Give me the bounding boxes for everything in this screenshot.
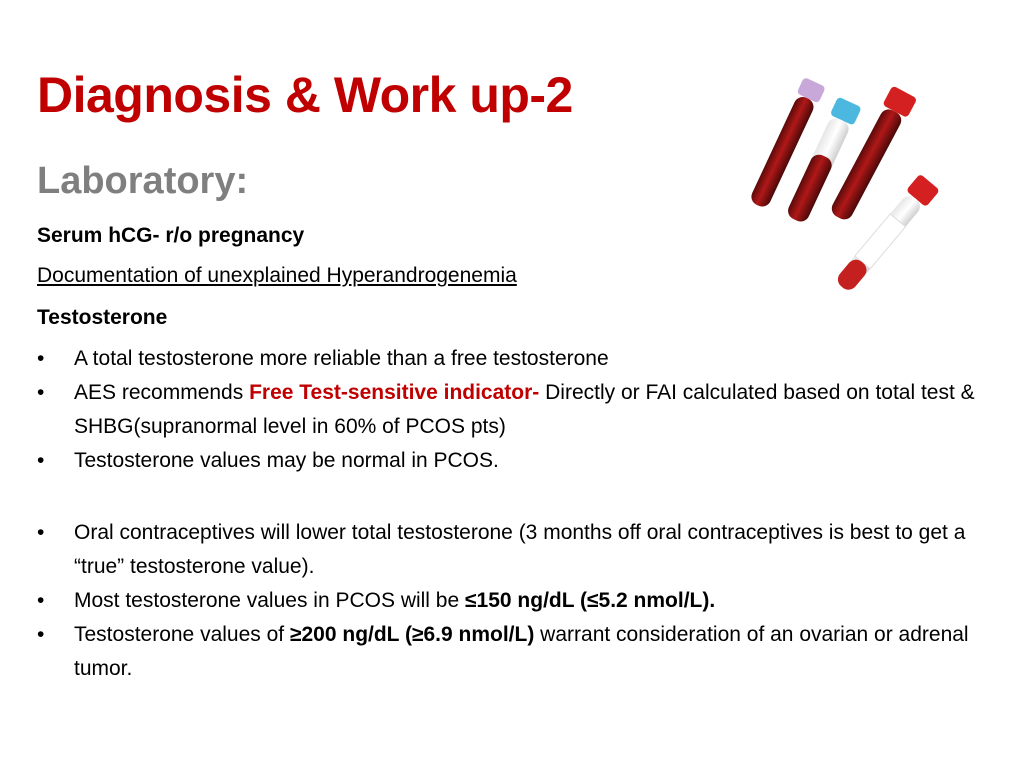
bullet-glyph: • xyxy=(37,449,45,472)
bullet-text: Testosterone values may be normal in PCOS. xyxy=(74,449,499,472)
bullet-glyph: • xyxy=(37,347,45,370)
bullet-text: A total testosterone more reliable than a free testosterone xyxy=(74,347,609,370)
bullet-item xyxy=(37,342,997,376)
bullet-glyph: • xyxy=(37,521,45,544)
testosterone-heading: Testosterone xyxy=(37,306,168,329)
bullet-text: warrant consideration of an ovarian or adrenal tumor. xyxy=(74,623,969,680)
slide-title: Diagnosis & Work up-2 xyxy=(37,67,573,123)
slide-subtitle: Laboratory: xyxy=(37,160,249,202)
bullet-text: Testosterone values of xyxy=(74,623,290,646)
bold-value: ≥200 ng/dL (≥6.9 nmol/L) xyxy=(289,623,535,646)
blood-tubes-image xyxy=(730,72,970,292)
bullet-glyph: • xyxy=(37,623,45,646)
bullet-item xyxy=(37,584,997,618)
bullet-item xyxy=(37,516,997,584)
bullet-glyph: • xyxy=(37,589,45,612)
documentation-line: Documentation of unexplained Hyperandrogenemia xyxy=(37,264,517,287)
serum-hcg-line: Serum hCG- r/o pregnancy xyxy=(37,224,305,247)
bullet-text: Directly or FAI calculated based on total test & SHBG(supranormal level in 60% of PCOS pts) xyxy=(74,381,975,438)
bullet-list xyxy=(37,342,997,686)
bullet-text: AES recommends xyxy=(74,381,250,404)
bullet-item xyxy=(37,444,997,478)
highlight-text: Free Test-sensitive indicator- xyxy=(249,381,540,404)
bullet-glyph: • xyxy=(37,381,45,404)
bullet-text: Most testosterone values in PCOS will be xyxy=(74,589,466,612)
bullet-item xyxy=(37,376,997,444)
bullet-item xyxy=(37,618,997,686)
bullet-text: Oral contraceptives will lower total testosterone (3 months off oral contraceptives is best to get a “true” testosterone value). xyxy=(74,521,966,578)
bold-value: ≤150 ng/dL (≤5.2 nmol/L). xyxy=(465,589,716,612)
